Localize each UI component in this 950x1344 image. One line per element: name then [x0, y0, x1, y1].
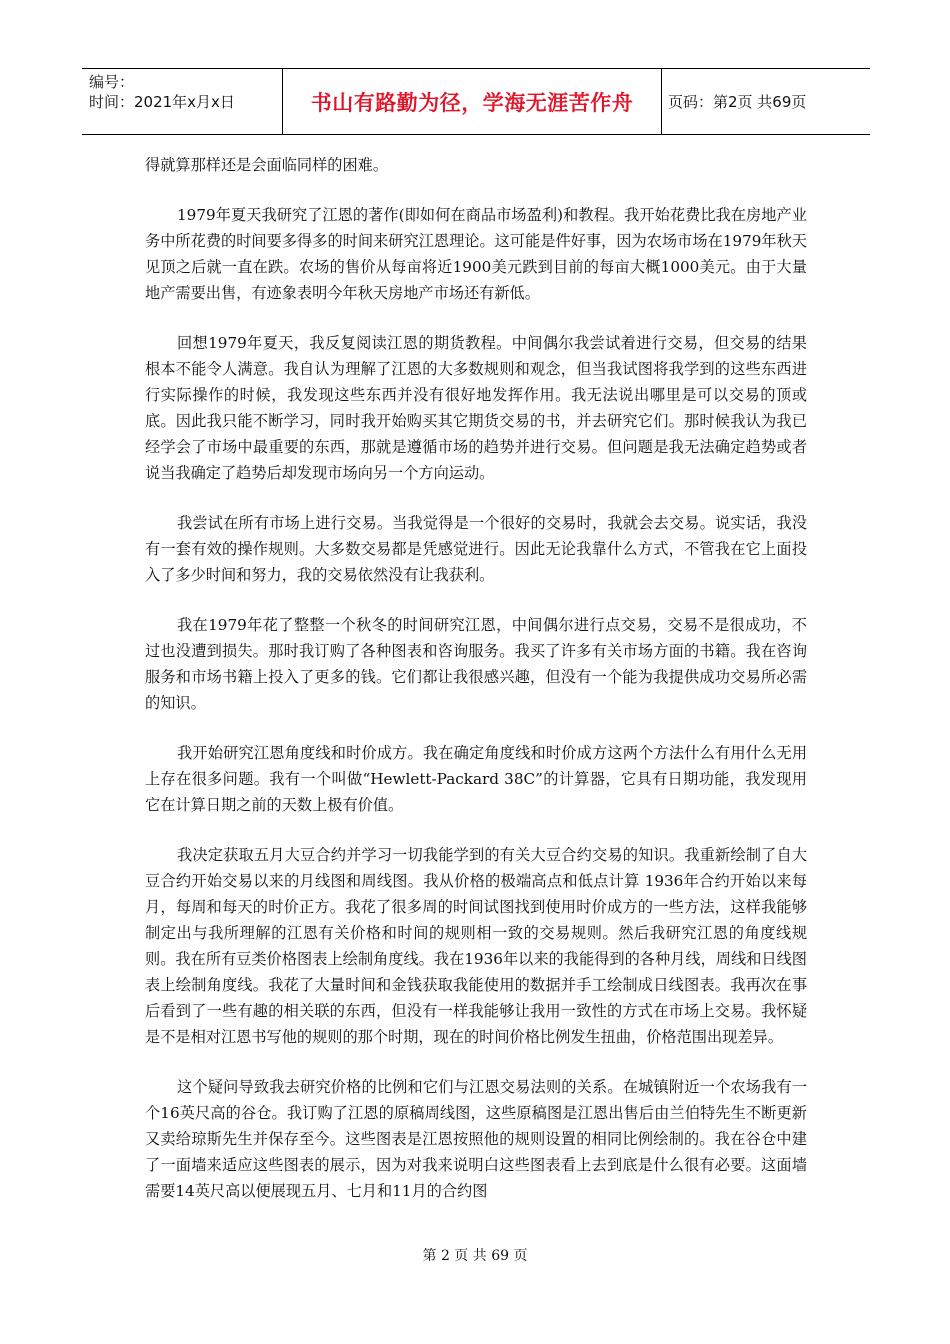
date-label: 时间：2021年x月x日	[89, 93, 235, 111]
paragraph: 我在1979年花了整整一个秋冬的时间研究江恩，中间偶尔进行点交易，交易不是很成功，不过也没遭到损失。那时我订购了各种图表和咨询服务。我买了许多有关市场方面的书籍。我在咨询服务和市场书籍上投入了更多的钱。它们都让我很感兴趣，但没有一个能为我提供成功交易所必需的知识。	[145, 616, 807, 712]
document-body	[145, 152, 807, 1228]
page-footer: 第 2 页 共 69 页	[422, 1248, 528, 1264]
paragraph: 我开始研究江恩角度线和时价成方。我在确定角度线和时价成方这两个方法什么有用什么无用上存在很多问题。我有一个叫做“Hewlett-Packard 38C”的计算器，它具有日期功能，我发现用它在计算日期之前的天数上极有价值。	[145, 744, 807, 814]
header-meta	[82, 69, 282, 134]
header-motto: 书山有路勤为径，学海无涯苦作舟	[310, 90, 634, 115]
paragraph: 1979年夏天我研究了江恩的著作(即如何在商品市场盈利)和教程。我开始花费比我在房地产业务中所花费的时间要多得多的时间来研究江恩理论。这可能是件好事，因为农场市场在1979年秋天见顶之后就一直在跌。农场的售价从每亩将近1900美元跌到目前的每亩大概1000美元。由于大量地产需要出售，有迹象表明今年秋天房地产市场还有新低。	[145, 206, 807, 302]
paragraph: 回想1979年夏天，我反复阅读江恩的期货教程。中间偶尔我尝试着进行交易，但交易的结果根本不能令人满意。我自认为理解了江恩的大多数规则和观念，但当我试图将我学到的这些东西进行实际操作的时候，我发现这些东西并没有很好地发挥作用。我无法说出哪里是可以交易的顶或底。因此我只能不断学习，同时我开始购买其它期货交易的书，并去研究它们。那时候我认为我已经学会了市场中最重要的东西，那就是遵循市场的趋势并进行交易。但问题是我无法确定趋势或者说当我确定了趋势后却发现市场向另一个方向运动。	[145, 334, 807, 482]
paragraph: 得就算那样还是会面临同样的困难。	[145, 156, 388, 174]
number-label: 编号：	[89, 73, 135, 91]
header-page-info: 页码：第2页 共69页	[668, 93, 807, 111]
paragraph: 这个疑问导致我去研究价格的比例和它们与江恩交易法则的关系。在城镇附近一个农场我有一个16英尺高的谷仓。我订购了江恩的原稿周线图，这些原稿图是江恩出售后由兰伯特先生不断更新又卖给琼斯先生并保存至今。这些图表是江恩按照他的规则设置的相同比例绘制的。我在谷仓中建了一面墙来适应这些图表的展示，因为对我来说明白这些图表看上去到底是什么很有必要。这面墙需要14英尺高以便展现五月、七月和11月的合约图	[145, 1078, 807, 1200]
paragraph: 我尝试在所有市场上进行交易。当我觉得是一个很好的交易时，我就会去交易。说实话，我没有一套有效的操作规则。大多数交易都是凭感觉进行。因此无论我靠什么方式，不管我在它上面投入了多少时间和努力，我的交易依然没有让我获利。	[145, 514, 807, 584]
page-header	[82, 68, 870, 135]
paragraph: 我决定获取五月大豆合约并学习一切我能学到的有关大豆合约交易的知识。我重新绘制了自大豆合约开始交易以来的月线图和周线图。我从价格的极端高点和低点计算 1936年合约开始以来每月，每周和每天的时价正方。我花了很多周的时间试图找到使用时价成方的一些方法，这样我能够制定出与我所理解的江恩有关价格和时间的规则相一致的交易规则。然后我研究江恩的角度线规则。我在所有豆类价格图表上绘制角度线。我在1936年以来的我能得到的各种月线，周线和日线图表上绘制角度线。我花了大量时间和金钱获取我能使用的数据并手工绘制成日线图表。我再次在事后看到了一些有趣的相关联的东西，但没有一样我能够让我用一致性的方式在市场上交易。我怀疑是不是相对江恩书写他的规则的那个时期，现在的时间价格比例发生扭曲，价格范围出现差异。	[145, 846, 807, 1046]
